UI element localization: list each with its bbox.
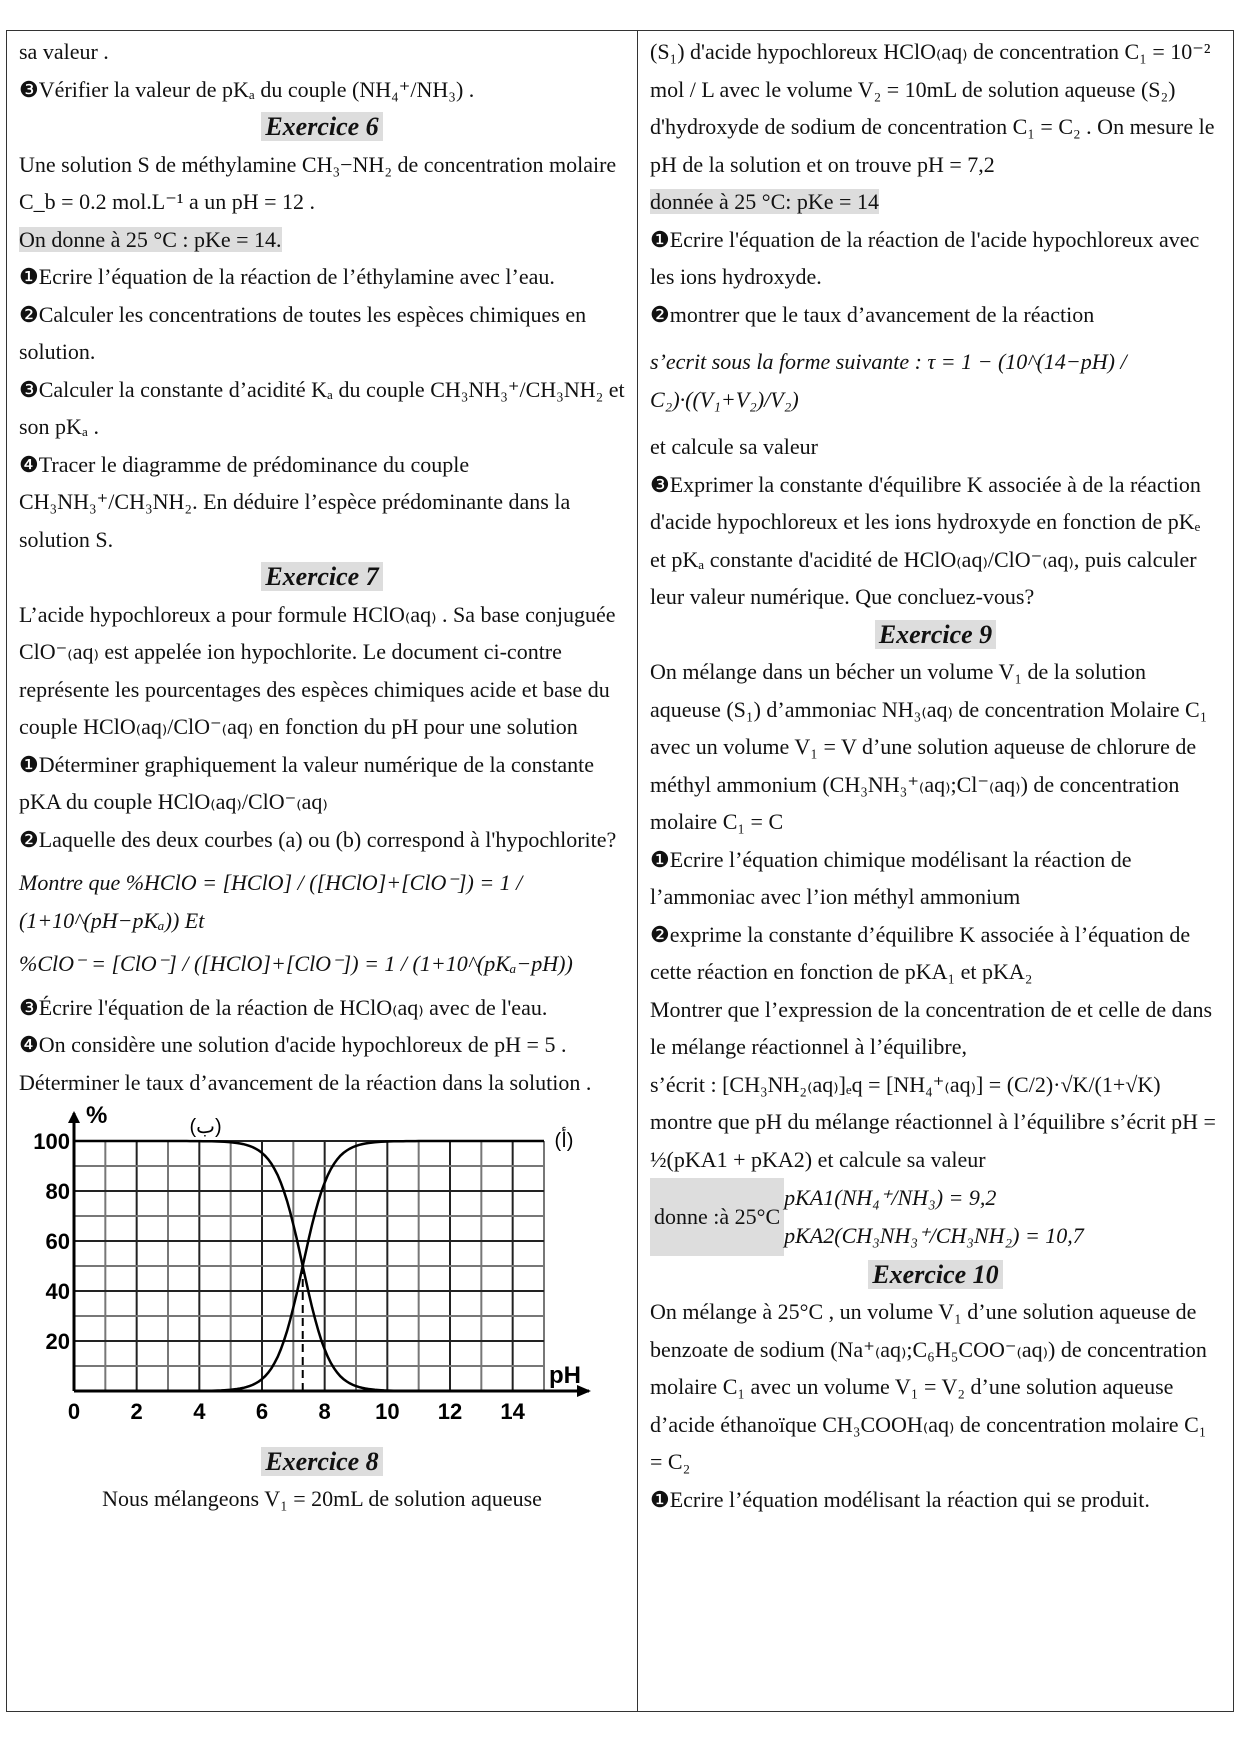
paragraph: (S₁) d'acide hypochloreux HClO₍aq₎ de concentration C₁ = 10⁻² mol / L avec le volume V₂ = 10mL de solution aqueuse (S₂) d'hydroxyde de sodium de concentration C₁ = C₂ . On mesure le pH de la solution et on trouve pH = 7,2 bbox=[650, 39, 1215, 177]
formula: Montre que %HClO = [HClO] / ([HClO]+[ClO⁻]) = 1 / (1+10^(pH−pKₐ)) Et bbox=[19, 870, 523, 933]
question: ❸Exprimer la constante d'équilibre K associée à de la réaction d'acide hypochloreux et les ions hydroxyde en fonction de pKₑ et pKₐ constante d'acidité de HClO₍aq₎/ClO⁻₍aq₎, puis calculer leur valeur numérique. Que concluez-vous? bbox=[650, 471, 1201, 609]
given-constants bbox=[650, 1178, 1221, 1256]
curve-label: (ب) bbox=[189, 1116, 222, 1138]
text-line: et calcule sa valeur bbox=[650, 434, 818, 459]
constant-pka1: pKA1(NH₄⁺/NH₃) = 9,2 bbox=[784, 1185, 997, 1211]
given-data: On donne à 25 °C : pKe = 14. bbox=[19, 226, 282, 252]
x-tick-label: 14 bbox=[500, 1399, 525, 1424]
paragraph: Une solution S de méthylamine CH₃−NH₂ de concentration molaire C_b = 0.2 mol.L⁻¹ a un pH = 12 . bbox=[19, 151, 617, 214]
question: ❹On considère une solution d'acide hypochloreux de pH = 5 . Déterminer le taux d’avancement de la réaction dans la solution . bbox=[19, 1032, 592, 1095]
left-column bbox=[7, 31, 638, 1711]
formula: s’écrit : [CH₃NH₂₍aq₎]ₑq = [NH₄⁺₍aq₎] = (C/2)·√K/(1+√K) bbox=[650, 1071, 1161, 1097]
x-tick-label: 0 bbox=[67, 1399, 81, 1424]
question: ❶Déterminer graphiquement la valeur numérique de la constante pKA du couple HClO₍aq₎/ClO⁻₍aq₎ bbox=[19, 751, 594, 814]
y-tick-label: 40 bbox=[45, 1279, 70, 1304]
right-column bbox=[638, 31, 1233, 1711]
given-data: donnée à 25 °C: pKe = 14 bbox=[650, 189, 879, 214]
paragraph: L’acide hypochloreux a pour formule HClO₍aq₎ . Sa base conjuguée ClO⁻₍aq₎ est appelée ion hypochlorite. Le document ci-contre représente les pourcentages des espèces chimiques acide et base du couple HClO₍aq₎/ClO⁻₍aq₎ en fonction du pH pour une solution bbox=[19, 601, 616, 739]
x-axis-label: pH bbox=[549, 1362, 581, 1389]
x-tick-label: 8 bbox=[318, 1399, 331, 1424]
paragraph: On mélange à 25°C , un volume V₁ d’une solution aqueuse de benzoate de sodium (Na⁺₍aq₎;C₆H₅COO⁻₍aq₎) de concentration molaire C₁ avec un volume V₁ = V₂ d’une solution aqueuse d’acide éthanoïque CH₃COOH₍aq₎ de concentration molaire C₁ = C₂ bbox=[650, 1299, 1207, 1474]
formula: s’ecrit sous la forme suivante : τ = 1 − (10^(14−pH) / C₂)·((V₁+V₂)/V₂) bbox=[650, 349, 1127, 412]
question: ❷Laquelle des deux courbes (a) ou (b) correspond à l'hypochlorite? bbox=[19, 826, 617, 852]
y-tick-label: 60 bbox=[45, 1229, 70, 1254]
given-label: donne :à 25°C bbox=[650, 1178, 784, 1256]
x-tick-label: 2 bbox=[130, 1399, 143, 1424]
formula: %ClO⁻ = [ClO⁻] / ([HClO]+[ClO⁻]) = 1 / (1+10^(pKₐ−pH)) bbox=[19, 951, 573, 976]
question: ❷montrer que le taux d’avancement de la réaction bbox=[650, 301, 1095, 327]
x-tick-label: 12 bbox=[437, 1399, 463, 1424]
exercise-7-title: Exercice 7 bbox=[19, 558, 625, 596]
y-axis-arrow bbox=[68, 1111, 80, 1123]
question: ❶Ecrire l’équation chimique modélisant la réaction de l’ammoniac avec l’ion méthyl ammonium bbox=[650, 846, 1132, 909]
question: ❸Écrire l'équation de la réaction de HClO₍aq₎ avec de l'eau. bbox=[19, 994, 548, 1020]
exercise-10-title: Exercice 10 bbox=[650, 1256, 1221, 1294]
question: ❷Calculer les concentrations de toutes les espèces chimiques en solution. bbox=[19, 301, 587, 364]
question: ❷exprime la constante d’équilibre K associée à l’équation de cette réaction en fonction de pKA₁ et pKA₂ bbox=[650, 921, 1191, 984]
y-axis-label: % bbox=[86, 1102, 108, 1129]
x-tick-label: 6 bbox=[255, 1399, 269, 1424]
constant-pka2: pKA2(CH₃NH₃⁺/CH₃NH₂) = 10,7 bbox=[784, 1222, 1084, 1248]
paragraph: On mélange dans un bécher un volume V₁ de la solution aqueuse (S₁) d’ammoniac NH₃₍aq₎ de concentration Molaire C₁ avec un volume V₁ = V d’une solution aqueuse de chlorure de méthyl ammonium (CH₃NH₃⁺₍aq₎;Cl⁻₍aq₎) de concentration molaire C₁ = C bbox=[650, 659, 1208, 834]
percentage-vs-ph-chart bbox=[19, 1101, 619, 1431]
exercise-6-title: Exercice 6 bbox=[19, 108, 625, 146]
x-tick-label: 10 bbox=[375, 1399, 400, 1424]
y-tick-label: 80 bbox=[45, 1179, 70, 1204]
text-line: sa valeur . bbox=[19, 39, 109, 64]
question: montre que pH du mélange réactionnel à l’équilibre s’écrit pH = ½(pKA1 + pKA2) et calcule sa valeur bbox=[650, 1109, 1216, 1172]
exercise-8-title: Exercice 8 bbox=[19, 1443, 625, 1481]
curve-label: (أ) bbox=[554, 1130, 574, 1152]
x-tick-label: 4 bbox=[193, 1399, 206, 1424]
question: ❶Ecrire l’équation de la réaction de l’éthylamine avec l’eau. bbox=[19, 264, 555, 289]
question: ❶Ecrire l’équation modélisant la réaction qui se produit. bbox=[650, 1486, 1150, 1512]
exercise-9-title: Exercice 9 bbox=[650, 616, 1221, 654]
paragraph: Montrer que l’expression de la concentration de et celle de dans le mélange réactionnel à l’équilibre, bbox=[650, 996, 1212, 1059]
question: ❸Calculer la constante d’acidité Kₐ du couple CH₃NH₃⁺/CH₃NH₂ et son pKₐ . bbox=[19, 376, 625, 439]
question: ❹Tracer le diagramme de prédominance du couple CH₃NH₃⁺/CH₃NH₂. En déduire l’espèce prédominante dans la solution S. bbox=[19, 451, 571, 552]
two-column-frame bbox=[6, 30, 1234, 1712]
y-tick-label: 100 bbox=[33, 1129, 70, 1154]
paragraph: Nous mélangeons V₁ = 20mL de solution aqueuse bbox=[102, 1486, 542, 1511]
question: ❸Vérifier la valeur de pKₐ du couple (NH₄⁺/NH₃) . bbox=[19, 76, 475, 102]
y-tick-label: 20 bbox=[45, 1329, 70, 1354]
question: ❶Ecrire l'équation de la réaction de l'acide hypochloreux avec les ions hydroxyde. bbox=[650, 226, 1200, 289]
